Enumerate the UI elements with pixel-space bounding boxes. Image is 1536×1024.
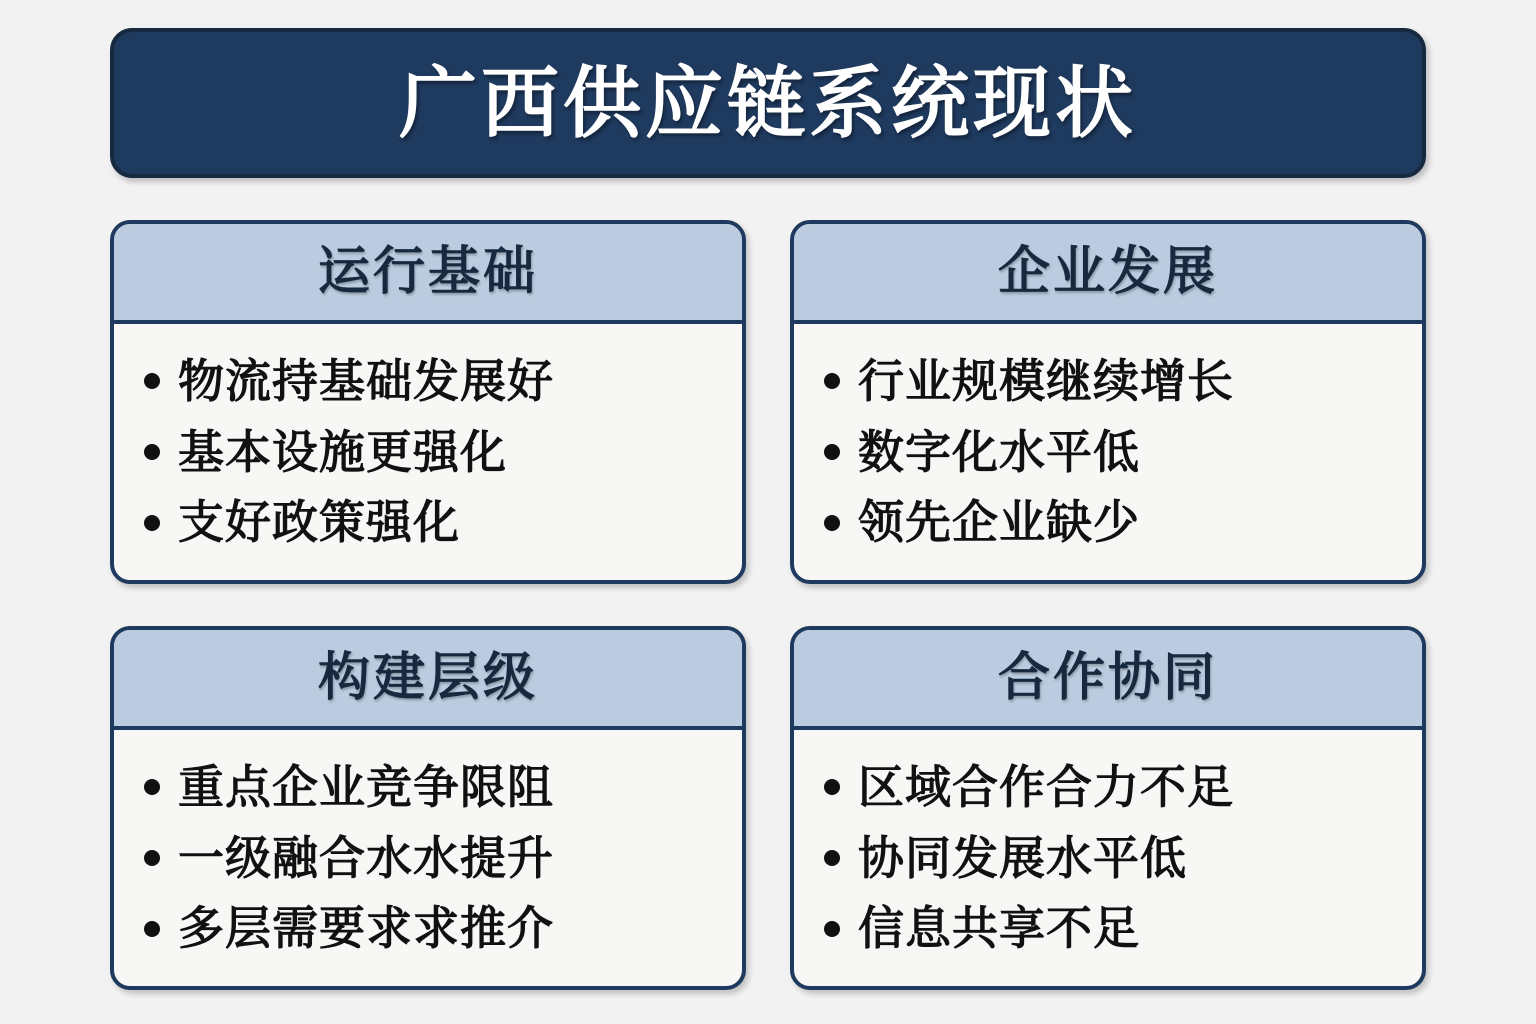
list-item-label: 信息共享不足 <box>858 902 1140 955</box>
list-item-label: 多层需要求求推介 <box>178 902 554 955</box>
list-item-label: 重点企业竞争限阻 <box>178 760 554 813</box>
list-item <box>144 493 720 552</box>
list-item <box>824 829 1400 888</box>
page-title: 广西供应链系统现状 <box>398 59 1137 147</box>
list-item-label: 一级融合水水提升 <box>178 831 554 884</box>
list-item-label: 区域合作合力不足 <box>858 760 1234 813</box>
list-item <box>824 423 1400 482</box>
list-item-label: 领先企业缺少 <box>858 496 1140 549</box>
card-cooperation-synergy <box>790 626 1426 990</box>
card-title: 构建层级 <box>317 649 538 707</box>
card-construction-level <box>110 626 746 990</box>
card-header <box>114 224 742 324</box>
list-item-label: 行业规模继续增长 <box>858 354 1234 407</box>
list-item <box>824 352 1400 411</box>
list-item-label: 基本设施更强化 <box>178 425 507 478</box>
list-item <box>144 899 720 958</box>
list-item <box>144 423 720 482</box>
bullet-dot-icon <box>144 779 160 795</box>
card-title: 合作协同 <box>997 649 1218 707</box>
bullet-dot-icon <box>144 373 160 389</box>
list-item <box>144 352 720 411</box>
card-body <box>114 730 742 986</box>
card-body <box>794 324 1422 580</box>
bullet-dot-icon <box>824 921 840 937</box>
list-item-label: 支好政策强化 <box>178 496 460 549</box>
bullet-dot-icon <box>824 373 840 389</box>
card-header <box>794 224 1422 324</box>
title-banner <box>110 28 1426 178</box>
list-item-label: 协同发展水平低 <box>858 831 1187 884</box>
list-item <box>824 493 1400 552</box>
list-item <box>824 758 1400 817</box>
list-item <box>144 829 720 888</box>
card-enterprise-development <box>790 220 1426 584</box>
card-header <box>114 630 742 730</box>
list-item-label: 数字化水平低 <box>858 425 1140 478</box>
bullet-dot-icon <box>144 921 160 937</box>
list-item <box>144 758 720 817</box>
list-item <box>824 899 1400 958</box>
bullet-dot-icon <box>824 515 840 531</box>
card-header <box>794 630 1422 730</box>
card-operation-base <box>110 220 746 584</box>
bullet-dot-icon <box>824 850 840 866</box>
bullet-dot-icon <box>824 444 840 460</box>
bullet-dot-icon <box>144 444 160 460</box>
bullet-dot-icon <box>144 515 160 531</box>
card-title: 企业发展 <box>997 243 1218 301</box>
card-body <box>794 730 1422 986</box>
card-title: 运行基础 <box>317 243 538 301</box>
list-item-label: 物流持基础发展好 <box>178 354 554 407</box>
card-body <box>114 324 742 580</box>
bullet-dot-icon <box>144 850 160 866</box>
quadrant-grid <box>110 220 1426 990</box>
bullet-dot-icon <box>824 779 840 795</box>
